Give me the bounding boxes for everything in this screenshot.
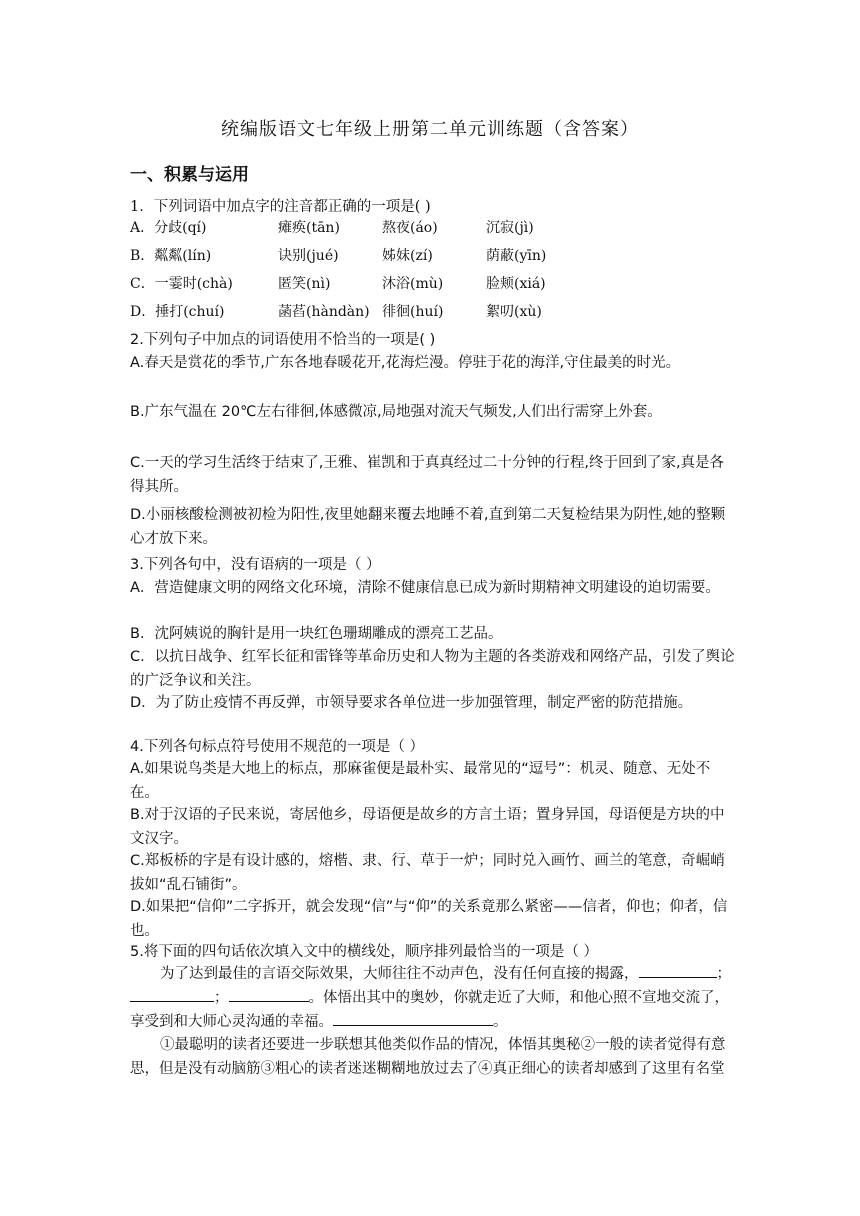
q1-a-word-3: 熬夜(áo) <box>382 220 438 236</box>
question-3-stem: 3.下列各句中，没有语病的一项是（ ） <box>130 557 381 573</box>
q1-b-word-1: B．粼粼(lín) <box>130 248 212 264</box>
question-3-option-b: B．沈阿姨说的胸针是用一块红色珊瑚雕成的漂亮工艺品。 <box>130 626 503 642</box>
q1-c-word-4: 脸颊(xiá) <box>486 276 546 292</box>
question-3-option-c: C．以抗日战争、红军长征和雷锋等革命历史和人物为主题的各类游戏和网络产品，引发了舆论的广泛争议和关注。 <box>130 649 735 689</box>
question-2-stem: 2.下列句子中加点的词语使用不恰当的一项是( ) <box>130 332 436 348</box>
blank-2 <box>130 987 214 1002</box>
question-2-option-c: C.一天的学习生活终于结束了,王雅、崔凯和于真真经过二十分钟的行程,终于回到了家,真是各得其所。 <box>130 455 725 495</box>
q5-separator-2: ； <box>214 990 229 1006</box>
question-2-option-a: A.春天是赏花的季节,广东各地春暖花开,花海烂漫。停驻于花的海洋,守住最美的时光。 <box>130 355 681 371</box>
q1-c-word-3: 沐浴(mù) <box>382 276 444 292</box>
question-5-stem: 5.将下面的四句话依次填入文中的横线处，顺序排列最恰当的一项是（ ） <box>130 944 598 960</box>
blank-4 <box>333 1011 493 1026</box>
question-5-paragraph <box>130 962 736 1034</box>
question-4-stem: 4.下列各句标点符号使用不规范的一项是（ ） <box>130 739 424 755</box>
question-4-option-a: A.如果说鸟类是大地上的标点，那麻雀便是最朴实、最常见的“逗号”：机灵、随意、无处不在。 <box>130 761 711 801</box>
q1-a-word-4: 沉寂(jì) <box>486 220 534 236</box>
q1-c-word-1: C．一霎时(chà) <box>130 276 233 292</box>
q1-b-word-3: 姊妹(zí) <box>382 248 433 264</box>
question-2-option-b: B.广东气温在 20℃左右徘徊,体感微凉,局地强对流天气频发,人们出行需穿上外套。 <box>130 404 662 420</box>
q1-d-word-2: 菡萏(hàndàn) <box>278 304 370 320</box>
q1-d-word-1: D．捶打(chuí) <box>130 304 225 320</box>
question-4-option-b: B.对于汉语的子民来说，寄居他乡，母语便是故乡的方言土语；置身异国，母语便是方块的中文汉字。 <box>130 807 725 847</box>
question-4-option-c: C.郑板桥的字是有设计感的，熔楷、隶、行、草于一炉；同时兑入画竹、画兰的笔意，奇崛峭拔如“乱石铺街”。 <box>130 853 725 893</box>
question-2-option-d: D.小丽核酸检测被初检为阳性,夜里她翻来覆去地睡不着,直到第二天复检结果为阴性,她的整颗心才放下来。 <box>130 507 726 547</box>
question-5-sentences: ①最聪明的读者还要进一步联想其他类似作品的情况，体悟其奥秘②一般的读者觉得有意思，但是没有动脑筋③粗心的读者迷迷糊糊地放过去了④真正细心的读者却感到了这里有名堂 <box>130 1037 726 1077</box>
question-3-option-d: D．为了防止疫情不再反弹，市领导要求各单位进一步加强管理，制定严密的防范措施。 <box>130 695 693 711</box>
q1-b-word-4: 荫蔽(yīn) <box>486 248 547 264</box>
blank-1 <box>639 963 717 978</box>
q1-b-word-2: 诀别(jué) <box>278 248 339 264</box>
blank-3 <box>229 987 309 1002</box>
q1-d-word-4: 絮叨(xù) <box>486 304 542 320</box>
section-heading: 一、积累与运用 <box>130 165 249 185</box>
question-3-option-a: A．营造健康文明的网络文化环境，清除不健康信息已成为新时期精神文明建设的迫切需要。 <box>130 580 720 596</box>
question-1-stem: 1．下列词语中加点字的注音都正确的一项是( ) <box>130 199 431 215</box>
q1-d-word-3: 徘徊(huí) <box>382 304 444 320</box>
q5-paragraph-start: 为了达到最佳的言语交际效果，大师往往不动声色，没有任何直接的揭露， <box>160 966 639 982</box>
question-4-option-d: D.如果把“信仰”二字拆开，就会发现“信”与“仰”的关系竟那么紧密——信者，仰也；仰者，信也。 <box>130 899 728 939</box>
q1-a-word-1: A．分歧(qí) <box>130 220 207 236</box>
q1-c-word-2: 匿笑(nì) <box>278 276 331 292</box>
q1-a-word-2: 瘫痪(tān) <box>278 220 340 236</box>
q5-paragraph-end: 。 <box>493 1014 508 1030</box>
q5-paragraph-mid: 。体悟出其中的奥妙，你就走近了大师，和他心照不宣地交流了，享受到和大师心灵沟通的幸福。 <box>130 990 729 1030</box>
document-title: 统编版语文七年级上册第二单元训练题（含答案） <box>221 119 639 140</box>
q5-separator-1: ； <box>716 966 731 982</box>
